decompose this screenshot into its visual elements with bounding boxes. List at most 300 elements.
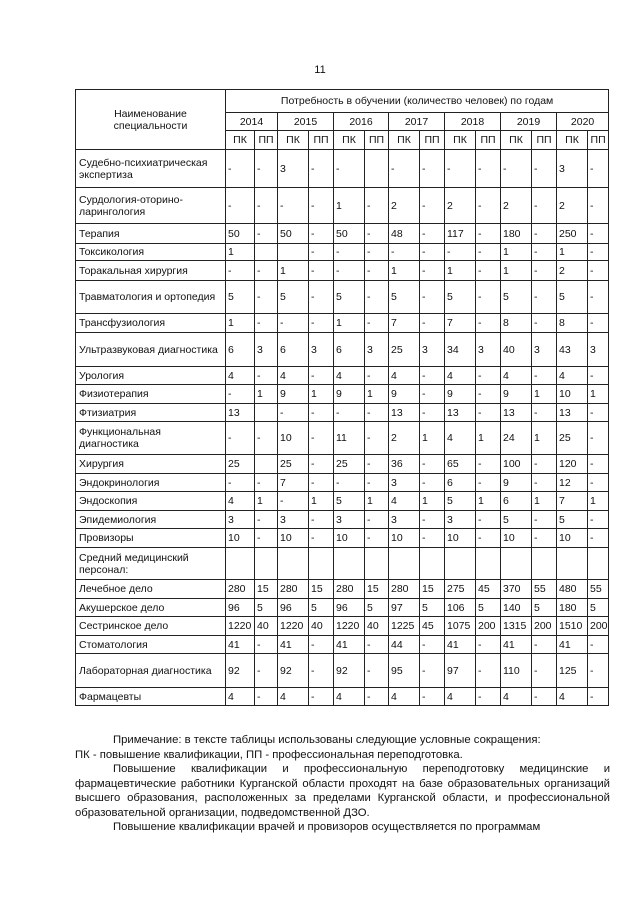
table-cell: - (278, 492, 309, 511)
table-cell: - (226, 261, 255, 281)
table-cell: - (420, 529, 445, 548)
table-cell: - (365, 636, 389, 654)
table-cell: 65 (445, 455, 476, 474)
header-pk: ПК (557, 131, 588, 150)
table-cell: - (476, 654, 501, 688)
table-cell: 4 (389, 367, 420, 385)
table-cell: - (476, 455, 501, 474)
table-cell: 1 (557, 244, 588, 261)
table-cell: 50 (226, 224, 255, 244)
table-cell: 96 (334, 599, 365, 617)
table-cell: 40 (365, 617, 389, 636)
table-cell: 1225 (389, 617, 420, 636)
table-cell: 1 (445, 261, 476, 281)
table-row (76, 244, 609, 261)
table-cell: 200 (588, 617, 609, 636)
table-cell: 41 (278, 636, 309, 654)
table-cell: - (420, 636, 445, 654)
table-cell: 1 (334, 188, 365, 224)
specialty-name: Трансфузиология (76, 314, 226, 333)
table-cell: - (334, 150, 365, 188)
table-cell: 280 (278, 580, 309, 599)
table-cell: 13 (226, 404, 255, 422)
table-cell: 1220 (226, 617, 255, 636)
specialty-name: Сурдология-оторино-ларингология (76, 188, 226, 224)
table-cell: - (255, 314, 278, 333)
table-cell: 7 (557, 492, 588, 511)
table-cell: 2 (389, 422, 420, 455)
table-cell: - (255, 224, 278, 244)
table-cell: 1 (420, 492, 445, 511)
page-number: 11 (314, 64, 326, 76)
table-cell: 10 (278, 529, 309, 548)
table-cell: 250 (557, 224, 588, 244)
table-cell: - (420, 314, 445, 333)
table-row (76, 422, 609, 455)
table-cell: 1 (532, 492, 557, 511)
table-cell: - (309, 474, 334, 492)
table-cell: - (476, 188, 501, 224)
table-cell: 5 (420, 599, 445, 617)
table-cell: 1 (476, 492, 501, 511)
table-cell: 120 (557, 455, 588, 474)
table-cell: 41 (557, 636, 588, 654)
table-cell: 45 (476, 580, 501, 599)
table-cell: 3 (365, 333, 389, 367)
table-cell: 9 (278, 385, 309, 404)
table-cell (420, 548, 445, 580)
table-cell: - (420, 511, 445, 529)
header-year: 2014 (226, 113, 278, 131)
table-cell: 13 (557, 404, 588, 422)
paragraph-training-programs: Повышение квалификации врачей и провизоров осуществляется по программам (113, 821, 541, 833)
table-cell: 3 (226, 511, 255, 529)
table-row (76, 599, 609, 617)
table-cell: 97 (445, 654, 476, 688)
table-cell: - (588, 529, 609, 548)
table-cell: - (255, 511, 278, 529)
table-cell (334, 548, 365, 580)
table-cell: - (420, 404, 445, 422)
table-cell: 34 (445, 333, 476, 367)
table-row (76, 636, 609, 654)
table-cell: 280 (389, 580, 420, 599)
table-cell: 92 (334, 654, 365, 688)
specialty-name: Эпидемиология (76, 511, 226, 529)
table-cell (226, 548, 255, 580)
table-cell: - (476, 281, 501, 314)
table-cell: - (476, 529, 501, 548)
table-cell: 6 (501, 492, 532, 511)
table-cell: 10 (226, 529, 255, 548)
table-cell: - (476, 385, 501, 404)
table-cell: 15 (309, 580, 334, 599)
specialty-name: Эндокринология (76, 474, 226, 492)
table-cell: 4 (501, 688, 532, 706)
table-cell: 5 (389, 281, 420, 314)
table-cell: 1 (501, 261, 532, 281)
specialty-name: Лечебное дело (76, 580, 226, 599)
table-cell: 1 (226, 314, 255, 333)
table-cell: 25 (226, 455, 255, 474)
table-cell: 50 (278, 224, 309, 244)
table-cell: 4 (445, 367, 476, 385)
specialty-name: Эндоскопия (76, 492, 226, 511)
table-cell: 13 (501, 404, 532, 422)
table-row (76, 617, 609, 636)
table-cell: 4 (334, 367, 365, 385)
table-cell (255, 404, 278, 422)
table-cell: - (532, 636, 557, 654)
table-cell: 5 (557, 281, 588, 314)
paragraph-training-organizations: Повышение квалификации и профессиональную переподготовку медицинские и фармацевтические работники Курганской области проходят на базе образовательных организаций высшего образования, расположенных за пределами Курганской области, и профессиональной образовательной организации, подведомственной ДЗО. (75, 763, 610, 819)
table-row (76, 404, 609, 422)
table-cell: - (588, 511, 609, 529)
table-row (76, 314, 609, 333)
table-cell: 3 (588, 333, 609, 367)
table-cell: - (420, 455, 445, 474)
table-cell: 5 (476, 599, 501, 617)
table-cell: 4 (226, 492, 255, 511)
table-cell: 6 (278, 333, 309, 367)
table-cell: 4 (389, 688, 420, 706)
table-cell: 7 (278, 474, 309, 492)
table-cell: 4 (278, 367, 309, 385)
table-cell: 3 (420, 333, 445, 367)
table-cell: - (255, 281, 278, 314)
table-cell: - (476, 511, 501, 529)
table-cell: 25 (389, 333, 420, 367)
table-cell (588, 548, 609, 580)
table-cell: - (365, 314, 389, 333)
table-cell: 180 (501, 224, 532, 244)
table-cell: 5 (226, 281, 255, 314)
table-cell: - (255, 367, 278, 385)
header-year: 2017 (389, 113, 445, 131)
table-cell: - (476, 314, 501, 333)
table-cell: - (365, 244, 389, 261)
table-cell: - (226, 188, 255, 224)
table-row (76, 333, 609, 367)
header-pk: ПК (226, 131, 255, 150)
table-cell: - (588, 367, 609, 385)
table-cell: 200 (532, 617, 557, 636)
table-cell: - (365, 474, 389, 492)
table-cell: - (255, 261, 278, 281)
table-row (76, 548, 609, 580)
table-cell: 15 (365, 580, 389, 599)
table-cell: - (309, 188, 334, 224)
table-cell: - (420, 688, 445, 706)
table-cell: 10 (445, 529, 476, 548)
table-cell: 4 (557, 367, 588, 385)
table-cell: 12 (557, 474, 588, 492)
table-cell: 1 (532, 385, 557, 404)
table-cell: 9 (501, 474, 532, 492)
table-row (76, 580, 609, 599)
notes-section (75, 733, 610, 835)
table-row (76, 654, 609, 688)
table-cell (445, 548, 476, 580)
table-row (76, 511, 609, 529)
table-cell: 4 (445, 422, 476, 455)
table-cell: 2 (501, 188, 532, 224)
header-year: 2019 (501, 113, 557, 131)
table-cell: - (365, 281, 389, 314)
table-cell: 1 (476, 422, 501, 455)
table-cell: - (365, 455, 389, 474)
table-cell: 11 (334, 422, 365, 455)
table-cell: 1 (588, 385, 609, 404)
table-cell: - (588, 474, 609, 492)
table-cell: 44 (389, 636, 420, 654)
table-cell: - (420, 244, 445, 261)
table-cell: 4 (557, 688, 588, 706)
table-cell: 480 (557, 580, 588, 599)
table-cell: 275 (445, 580, 476, 599)
table-cell: - (445, 150, 476, 188)
table-cell: - (476, 224, 501, 244)
table-cell: 3 (309, 333, 334, 367)
table-cell: 96 (226, 599, 255, 617)
table-cell: - (532, 688, 557, 706)
table-cell: - (588, 422, 609, 455)
table-cell: 1 (255, 492, 278, 511)
table-cell: 3 (532, 333, 557, 367)
table-cell: - (278, 314, 309, 333)
table-cell: 1 (420, 422, 445, 455)
table-cell: 10 (501, 529, 532, 548)
table-row (76, 385, 609, 404)
table-cell: 4 (501, 367, 532, 385)
table-cell: - (420, 654, 445, 688)
table-cell: - (476, 367, 501, 385)
table-cell: 1 (365, 385, 389, 404)
table-cell: - (532, 404, 557, 422)
table-cell: - (309, 281, 334, 314)
table-row (76, 224, 609, 244)
table-cell: 3 (389, 511, 420, 529)
table-cell: - (420, 474, 445, 492)
table-cell: 4 (334, 688, 365, 706)
table-row (76, 492, 609, 511)
table-cell: - (255, 636, 278, 654)
specialty-name: Фармацевты (76, 688, 226, 706)
table-cell: - (588, 404, 609, 422)
table-cell: 10 (557, 529, 588, 548)
table-cell: 1 (334, 314, 365, 333)
table-cell: - (255, 150, 278, 188)
table-cell: 96 (278, 599, 309, 617)
table-cell: 8 (501, 314, 532, 333)
table-cell: - (420, 150, 445, 188)
header-year: 2015 (278, 113, 334, 131)
specialty-name: Хирургия (76, 455, 226, 474)
table-cell: 9 (334, 385, 365, 404)
specialty-name: Травматология и ортопедия (76, 281, 226, 314)
table-cell: 10 (278, 422, 309, 455)
table-cell: 50 (334, 224, 365, 244)
table-cell: 1 (532, 422, 557, 455)
table-cell: - (389, 150, 420, 188)
table-cell: - (476, 244, 501, 261)
table-cell: 45 (420, 617, 445, 636)
table-cell: 7 (445, 314, 476, 333)
table-cell: - (389, 244, 420, 261)
table-cell: 13 (389, 404, 420, 422)
table-cell: 5 (334, 281, 365, 314)
table-cell: - (532, 367, 557, 385)
table-cell: 6 (334, 333, 365, 367)
table-cell: - (365, 688, 389, 706)
table-cell: - (588, 244, 609, 261)
specialty-name: Урология (76, 367, 226, 385)
table-cell: - (309, 529, 334, 548)
table-cell: - (501, 150, 532, 188)
table-cell: 5 (445, 281, 476, 314)
table-cell: - (309, 404, 334, 422)
specialty-name: Токсикология (76, 244, 226, 261)
table-cell: 8 (557, 314, 588, 333)
header-pp: ПП (588, 131, 609, 150)
table-cell: 9 (501, 385, 532, 404)
table-cell: - (532, 281, 557, 314)
table-cell: 5 (278, 281, 309, 314)
table-cell: - (420, 385, 445, 404)
table-cell: - (588, 188, 609, 224)
table-cell: - (365, 511, 389, 529)
header-year: 2020 (557, 113, 609, 131)
table-cell: 1 (309, 385, 334, 404)
table-cell (476, 548, 501, 580)
table-cell: - (476, 404, 501, 422)
table-cell: - (309, 636, 334, 654)
table-cell: 5 (255, 599, 278, 617)
header-pp: ПП (255, 131, 278, 150)
table-cell: - (532, 224, 557, 244)
table-cell: 3 (557, 150, 588, 188)
table-row (76, 188, 609, 224)
table-cell: 25 (278, 455, 309, 474)
header-year: 2016 (334, 113, 389, 131)
table-cell: 41 (501, 636, 532, 654)
table-cell: - (255, 422, 278, 455)
table-cell: 1220 (334, 617, 365, 636)
table-cell: 200 (476, 617, 501, 636)
table-cell: - (334, 404, 365, 422)
specialty-name: Сестринское дело (76, 617, 226, 636)
table-cell: 48 (389, 224, 420, 244)
table-cell: - (476, 688, 501, 706)
table-cell: 5 (501, 511, 532, 529)
table-cell (255, 548, 278, 580)
table-cell: 55 (588, 580, 609, 599)
table-cell (278, 244, 309, 261)
table-cell: - (476, 636, 501, 654)
table-cell: - (365, 224, 389, 244)
header-pp: ПП (476, 131, 501, 150)
table-cell: - (532, 455, 557, 474)
table-cell (278, 548, 309, 580)
table-cell: 180 (557, 599, 588, 617)
header-pp: ПП (365, 131, 389, 150)
table-cell: - (420, 281, 445, 314)
table-cell: 5 (557, 511, 588, 529)
table-cell: 41 (334, 636, 365, 654)
table-cell: 3 (389, 474, 420, 492)
table-cell: 117 (445, 224, 476, 244)
table-cell: 280 (334, 580, 365, 599)
table-cell: 2 (557, 261, 588, 281)
table-cell: 92 (278, 654, 309, 688)
table-cell: 5 (532, 599, 557, 617)
table-cell: 6 (226, 333, 255, 367)
table-cell: 1 (365, 492, 389, 511)
table-cell: - (588, 261, 609, 281)
table-cell: 41 (445, 636, 476, 654)
table-row (76, 261, 609, 281)
table-cell: 4 (226, 367, 255, 385)
table-cell: - (420, 188, 445, 224)
table-cell (557, 548, 588, 580)
table-cell: 280 (226, 580, 255, 599)
table-cell: 43 (557, 333, 588, 367)
table-cell: 15 (420, 580, 445, 599)
table-cell: - (588, 688, 609, 706)
table-cell: - (532, 511, 557, 529)
table-cell: - (476, 261, 501, 281)
table-cell: - (420, 367, 445, 385)
specialty-name: Физиотерапия (76, 385, 226, 404)
table-cell: 2 (445, 188, 476, 224)
specialty-name: Акушерское дело (76, 599, 226, 617)
table-cell: - (309, 688, 334, 706)
table-row (76, 529, 609, 548)
table-cell: 1510 (557, 617, 588, 636)
specialty-name: Торакальная хирургия (76, 261, 226, 281)
table-cell: - (532, 188, 557, 224)
table-row (76, 367, 609, 385)
table-cell: 1 (309, 492, 334, 511)
specialty-name: Терапия (76, 224, 226, 244)
specialty-name: Фтизиатрия (76, 404, 226, 422)
header-pp: ПП (309, 131, 334, 150)
table-cell: 9 (389, 385, 420, 404)
table-cell: 5 (445, 492, 476, 511)
table-cell: - (532, 261, 557, 281)
table-cell: 1315 (501, 617, 532, 636)
table-cell: 40 (501, 333, 532, 367)
specialty-name: Средний медицинский персонал: (76, 548, 226, 580)
table-cell: - (309, 367, 334, 385)
table-cell: 1075 (445, 617, 476, 636)
header-need-by-year: Потребность в обучении (количество человек) по годам (226, 90, 609, 113)
table-cell: 5 (365, 599, 389, 617)
table-cell: 92 (226, 654, 255, 688)
table-cell: - (309, 314, 334, 333)
table-cell: 40 (255, 617, 278, 636)
table-cell: - (365, 188, 389, 224)
table-cell: 55 (532, 580, 557, 599)
specialty-name: Функциональная диагностика (76, 422, 226, 455)
header-specialty: Наименование специальности (76, 90, 226, 150)
specialty-name: Лабораторная диагностика (76, 654, 226, 688)
table-cell: - (588, 224, 609, 244)
table-cell: - (588, 281, 609, 314)
table-cell: - (334, 474, 365, 492)
table-cell: 25 (557, 422, 588, 455)
header-pp: ПП (532, 131, 557, 150)
